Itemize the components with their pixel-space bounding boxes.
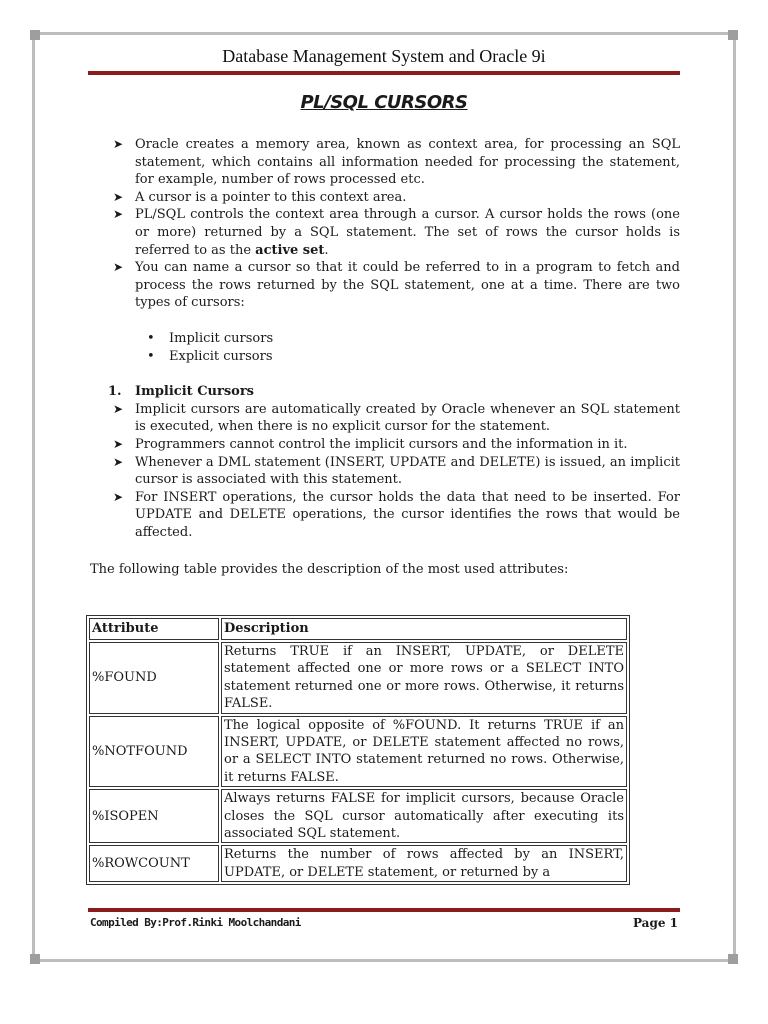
list-item-text: . bbox=[324, 242, 329, 258]
description-cell: Always returns FALSE for implicit cursors, because Oracle closes the SQL cursor automatically after executing its associated SQL statement. bbox=[221, 789, 627, 843]
list-item bbox=[113, 401, 680, 436]
arrow-bullet-icon: ➤ bbox=[113, 260, 124, 275]
table-row bbox=[89, 642, 627, 714]
intro-list bbox=[90, 136, 680, 312]
column-header-description: Description bbox=[221, 618, 627, 640]
table-row bbox=[89, 716, 627, 788]
arrow-bullet-icon: ➤ bbox=[113, 189, 124, 204]
list-item-text: Implicit cursors are automatically created by Oracle whenever an SQL statement is executed, when there is no explicit cursor for the statement. bbox=[135, 401, 680, 435]
arrow-bullet-icon: ➤ bbox=[113, 401, 124, 416]
footer-rule bbox=[88, 908, 680, 912]
list-item bbox=[113, 206, 680, 259]
corner-ornament bbox=[728, 30, 738, 40]
attribute-cell: %NOTFOUND bbox=[89, 716, 219, 788]
table-intro: The following table provides the description of the most used attributes: bbox=[90, 562, 569, 578]
bullet-icon: • bbox=[147, 330, 155, 346]
list-item bbox=[113, 136, 680, 189]
running-header: Database Management System and Oracle 9i bbox=[222, 46, 546, 66]
table-row bbox=[89, 845, 627, 882]
page-title: PL/SQL CURSORS bbox=[300, 92, 468, 113]
section-heading bbox=[108, 383, 680, 401]
list-item-text: Whenever a DML statement (INSERT, UPDATE and DELETE) is issued, an implicit cursor is associated with this statement. bbox=[135, 454, 680, 488]
arrow-bullet-icon: ➤ bbox=[113, 207, 124, 222]
description-cell: Returns the number of rows affected by an INSERT, UPDATE, or DELETE statement, or returned by a bbox=[221, 845, 627, 882]
list-item-text: Programmers cannot control the implicit cursors and the information in it. bbox=[135, 436, 628, 452]
list-item-text: You can name a cursor so that it could be referred to in a program to fetch and process the rows returned by the SQL statement, one at a time. There are two types of cursors: bbox=[135, 260, 680, 311]
arrow-bullet-icon: ➤ bbox=[113, 489, 124, 504]
document-body bbox=[90, 136, 680, 579]
arrow-bullet-icon: ➤ bbox=[113, 454, 124, 469]
list-item bbox=[113, 436, 680, 454]
column-header-attribute: Attribute bbox=[89, 618, 219, 640]
description-cell: The logical opposite of %FOUND. It returns TRUE if an INSERT, UPDATE, or DELETE statement affected no rows, or a SELECT INTO statement returned no rows. Otherwise, it returns FALSE. bbox=[221, 716, 627, 788]
list-item-text: PL/SQL controls the context area through a cursor. A cursor holds the rows (one or more) returned by a SQL statement. The set of rows the cursor holds is referred to as the bbox=[135, 207, 680, 258]
cursor-types-list bbox=[90, 330, 680, 365]
attributes-table bbox=[86, 615, 630, 885]
implicit-list bbox=[90, 401, 680, 542]
bullet-icon: • bbox=[147, 348, 155, 364]
section-number: 1. bbox=[108, 384, 122, 400]
footer-author: Compiled By:Prof.Rinki Moolchandani bbox=[90, 916, 301, 929]
corner-ornament bbox=[728, 954, 738, 964]
list-item-text: Explicit cursors bbox=[169, 348, 273, 364]
bold-term: active set bbox=[255, 242, 325, 258]
list-item bbox=[113, 189, 680, 207]
arrow-bullet-icon: ➤ bbox=[113, 436, 124, 451]
table-row bbox=[89, 789, 627, 843]
attribute-cell: %ISOPEN bbox=[89, 789, 219, 843]
corner-ornament bbox=[30, 954, 40, 964]
arrow-bullet-icon: ➤ bbox=[113, 137, 124, 151]
list-item-text: Implicit cursors bbox=[169, 330, 274, 346]
list-item bbox=[147, 348, 680, 366]
attribute-cell: %ROWCOUNT bbox=[89, 845, 219, 882]
list-item-text: A cursor is a pointer to this context area. bbox=[135, 189, 407, 205]
list-item bbox=[113, 489, 680, 542]
description-cell: Returns TRUE if an INSERT, UPDATE, or DELETE statement affected one or more rows or a SELECT INTO statement returned one or more rows. Otherwise, it returns FALSE. bbox=[221, 642, 627, 714]
list-item-text: For INSERT operations, the cursor holds the data that need to be inserted. For UPDATE and DELETE operations, the cursor identifies the rows that would be affected. bbox=[135, 489, 680, 540]
page-number: Page 1 bbox=[632, 916, 678, 930]
list-item bbox=[147, 330, 680, 348]
list-item-text: Oracle creates a memory area, known as context area, for processing an SQL statement, which contains all information needed for processing the statement, for example, number of rows processed etc. bbox=[135, 137, 680, 188]
list-item bbox=[113, 454, 680, 489]
header-rule bbox=[88, 71, 680, 75]
attribute-cell: %FOUND bbox=[89, 642, 219, 714]
table-header-row bbox=[89, 618, 627, 640]
section-title: Implicit Cursors bbox=[135, 384, 254, 400]
corner-ornament bbox=[30, 30, 40, 40]
list-item bbox=[113, 259, 680, 312]
